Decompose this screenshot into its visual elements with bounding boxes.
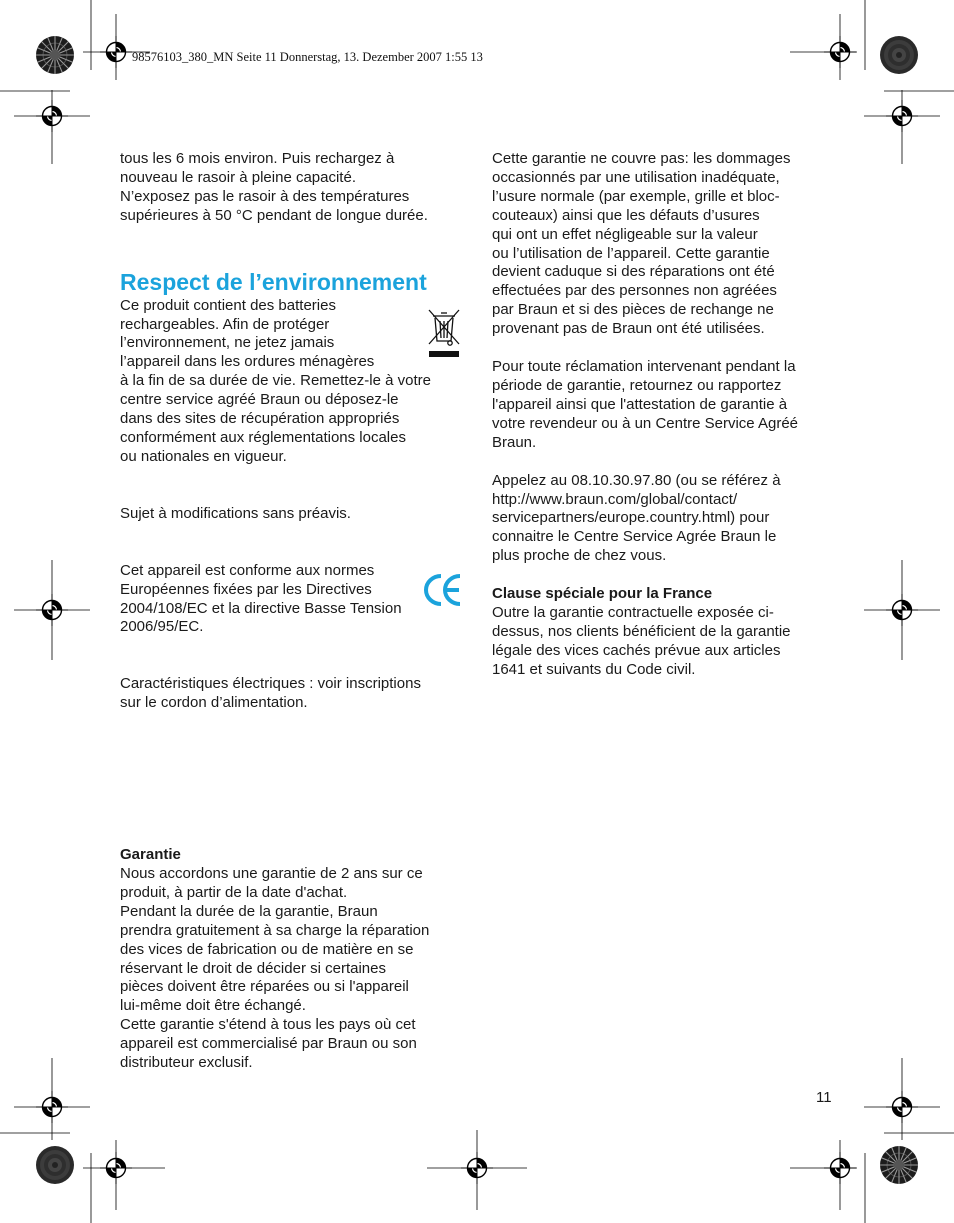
left-column — [120, 150, 465, 1073]
registration-crosshair-icon — [824, 36, 856, 68]
text-line: prendra gratuitement à sa charge la réparation — [120, 921, 430, 939]
text-line: Pendant la durée de la garantie, Braun — [120, 902, 378, 920]
text-line: ou l’utilisation de l’appareil. Cette garantie — [492, 244, 770, 262]
environment-heading: Respect de l’environnement — [120, 268, 427, 295]
text-line: centre service agréé Braun ou déposez-le — [120, 391, 399, 409]
ce-mark-icon — [422, 572, 464, 608]
text-line: à la fin de sa durée de vie. Remettez-le à votre — [120, 372, 432, 390]
text-line: Appelez au 08.10.30.97.80 (ou se référez à — [492, 471, 781, 489]
text-line: produit, à partir de la date d'achat. — [120, 883, 348, 901]
clause-title: Clause spéciale pour la France — [492, 585, 713, 603]
text-line: l’usure normale (par exemple, grille et bloc- — [492, 187, 780, 205]
text-line: Caractéristiques électriques : voir inscriptions — [120, 675, 421, 693]
text-line: l'appareil ainsi que l'attestation de garantie à — [492, 395, 788, 413]
text-line: supérieures à 50 °C pendant de longue durée. — [120, 206, 428, 224]
text-line: tous les 6 mois environ. Puis rechargez à — [120, 150, 395, 167]
text-line: légale des vices cachés prévue aux articles — [492, 641, 781, 659]
text-line: devient caduque si des réparations ont été — [492, 263, 775, 281]
registration-crosshair-icon — [36, 100, 68, 132]
claim-paragraph — [492, 358, 837, 453]
text-line: distributeur exclusif. — [120, 1054, 253, 1072]
text-line: des vices de fabrication ou de matière en se — [120, 940, 414, 958]
text-line: 2006/95/EC. — [120, 618, 204, 636]
contact-paragraph — [492, 472, 837, 567]
text-line: servicepartners/europe.country.html) pour — [492, 509, 770, 527]
right-column — [492, 150, 837, 680]
text-line: Ce produit contient des batteries — [120, 296, 336, 314]
contact-link[interactable]: http://www.braun.com/global/contact/ — [492, 490, 738, 508]
registration-crosshair-icon — [100, 1152, 132, 1184]
text-line: sur le cordon d’alimentation. — [120, 694, 308, 712]
text-line: Outre la garantie contractuelle exposée ci- — [492, 604, 774, 622]
crossed-out-wheelie-bin-icon — [426, 307, 462, 359]
text-line: rechargeables. Afin de protéger — [120, 315, 330, 333]
text-line: réservant le droit de décider si certaines — [120, 959, 386, 977]
text-line: Cette garantie ne couvre pas: les dommages — [492, 150, 791, 167]
text-line: pièces doivent être réparées ou si l'appareil — [120, 978, 409, 996]
registration-crosshair-icon — [461, 1152, 493, 1184]
page-number: 11 — [816, 1089, 832, 1106]
print-slug: 98576103_380_MN Seite 11 Donnerstag, 13. Dezember 2007 1:55 13 — [132, 50, 483, 64]
text-line: Cet appareil est conforme aux normes — [120, 561, 375, 579]
text-line: Nous accordons une garantie de 2 ans sur ce — [120, 865, 423, 883]
clause-paragraph — [492, 585, 837, 680]
registration-crosshair-icon — [886, 100, 918, 132]
environment-paragraph — [120, 297, 465, 467]
storage-paragraph — [120, 150, 465, 226]
text-line: qui ont un effet négligeable sur la valeur — [492, 225, 758, 243]
registration-crosshair-icon — [886, 1091, 918, 1123]
text-line: Pour toute réclamation intervenant pendant la — [492, 358, 796, 376]
printer-color-wheel-icon — [36, 1146, 74, 1184]
text-line: lui-même doit être échangé. — [120, 997, 306, 1015]
registration-crosshair-icon — [886, 594, 918, 626]
registration-crosshair-icon — [100, 36, 132, 68]
text-line: 2004/108/EC et la directive Basse Tension — [120, 599, 402, 617]
registration-crosshair-icon — [36, 1091, 68, 1123]
text-line: Sujet à modifications sans préavis. — [120, 504, 351, 522]
printer-color-wheel-icon — [36, 36, 74, 74]
text-line: plus proche de chez vous. — [492, 547, 667, 565]
text-line: Braun. — [492, 433, 537, 451]
electrical-paragraph — [120, 675, 465, 713]
text-line: nouveau le rasoir à pleine capacité. — [120, 168, 356, 186]
text-line: appareil est commercialisé par Braun ou son — [120, 1035, 417, 1053]
text-line: effectuées par des personnes non agréées — [492, 282, 777, 300]
text-line: votre revendeur ou à un Centre Service Agréé — [492, 414, 799, 432]
text-line: conformément aux réglementations locales — [120, 428, 406, 446]
exclusions-paragraph — [492, 150, 837, 339]
text-line: ou nationales en vigueur. — [120, 447, 287, 465]
text-line: par Braun et si des pièces de rechange ne — [492, 301, 774, 319]
printer-color-wheel-icon — [880, 1146, 918, 1184]
text-line: couteaux) ainsi que les défauts d’usures — [492, 206, 760, 224]
registration-crosshair-icon — [36, 594, 68, 626]
text-line: connaitre le Centre Service Agrée Braun le — [492, 528, 777, 546]
printer-color-wheel-icon — [880, 36, 918, 74]
notice-paragraph — [120, 505, 465, 524]
text-line: N’exposez pas le rasoir à des températures — [120, 187, 410, 205]
text-line: dessus, nos clients bénéficient de la garantie — [492, 622, 791, 640]
text-line: 1641 et suivants du Code civil. — [492, 660, 696, 678]
conformity-paragraph — [120, 562, 465, 638]
text-line: occasionnés par une utilisation inadéquate, — [492, 168, 780, 186]
text-line: Européennes fixées par les Directives — [120, 580, 372, 598]
registration-crosshair-icon — [824, 1152, 856, 1184]
warranty-title: Garantie — [120, 846, 181, 864]
text-line: provenant pas de Braun ont été utilisées. — [492, 320, 765, 338]
warranty-paragraph — [120, 846, 465, 1073]
text-line: l’environnement, ne jetez jamais — [120, 334, 335, 352]
text-line: période de garantie, retournez ou rapportez — [492, 376, 782, 394]
text-line: dans des sites de récupération appropriés — [120, 410, 400, 428]
text-line: Cette garantie s'étend à tous les pays où cet — [120, 1016, 416, 1034]
text-line: l’appareil dans les ordures ménagères — [120, 353, 375, 371]
